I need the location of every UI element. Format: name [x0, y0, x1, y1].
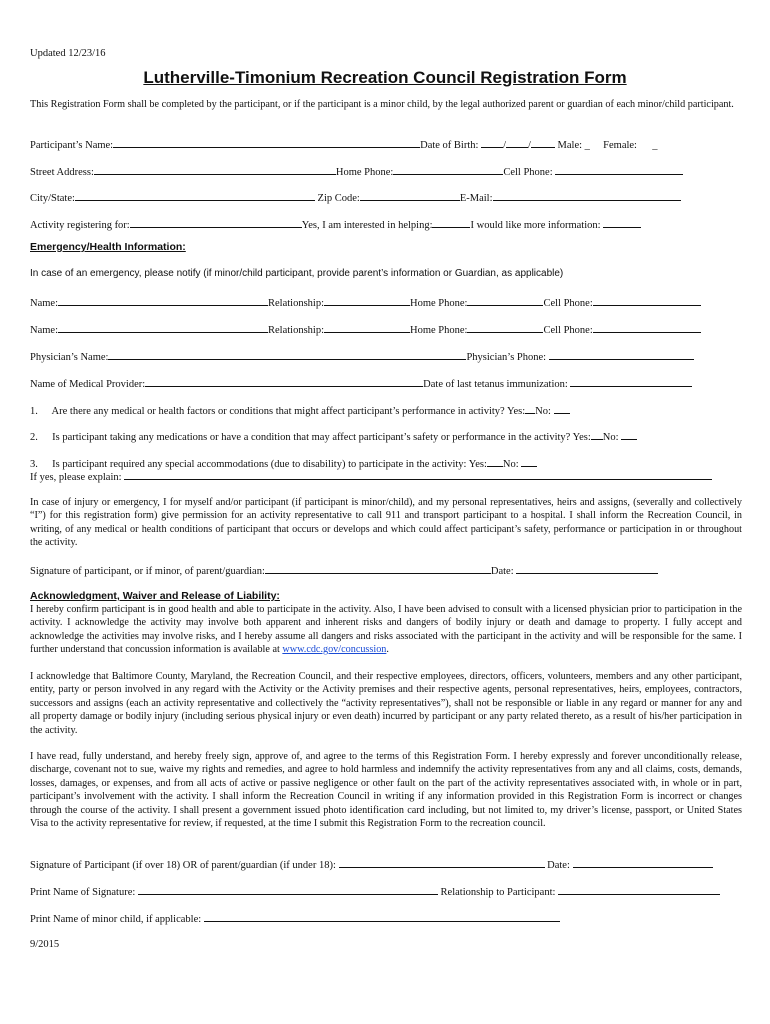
activity-field[interactable] [130, 217, 302, 228]
yes-label: Yes: [468, 459, 487, 470]
print-name-field[interactable] [138, 884, 438, 895]
emergency-cell-phone-field[interactable] [593, 295, 701, 306]
emergency-name-label: Name: [30, 325, 58, 336]
dob-day-field[interactable] [506, 137, 528, 148]
emergency-home-phone-label: Home Phone: [410, 325, 468, 336]
email-field[interactable] [493, 190, 681, 201]
dob-year-field[interactable] [531, 137, 555, 148]
waiver-paragraph-1-text: I hereby confirm participant is in good health and able to participate in the activity. Also, I have been advised to consult with a licensed physician prior to participation in the activity. I acknowledge the activity may involve both apparent and inherent risks and dangers of bodily injury or death and damage to property. I fully accept and acknowledge the activities may involve risks, and I hereby assume all dangers and risks associated with the participant in the activity and will be responsible for the same. I further understand that concussion information is available at [30, 604, 742, 656]
street-address-field[interactable] [94, 164, 336, 175]
waiver-paragraph-2: I acknowledge that Baltimore County, Maryland, the Recreation Council, and their respective employees, directors, officers, volunteers, members and any other participant, entity, party or person involved in any regard with the Activity or the Activity premises and their respective agents, personal representatives, heirs, employees, contractors, successors and assigns (each an activity representative and collectively the “activity representatives”), shall not be responsible or liable in any regard or manner for any and all property damage or bodily injury (including serious physical injury or even death) incurred by participant or any party related thereto, as a result of his/her participation in the activity. [30, 671, 742, 736]
relationship-label: Relationship: [268, 298, 324, 309]
explain-row [30, 469, 712, 484]
no-label: No: [502, 459, 519, 470]
zip-label: Zip Code: [317, 193, 360, 204]
relationship-to-participant-field[interactable] [558, 884, 720, 895]
intro-paragraph: This Registration Form shall be completed by the participant, or if the participant is a minor child, by the legal authorized parent or guardian of each minor/child participant. [30, 99, 734, 110]
cell-phone-label: Cell Phone: [503, 167, 553, 178]
street-address-label: Street Address: [30, 167, 94, 178]
home-phone-label: Home Phone: [335, 167, 394, 178]
more-info-label: I would like more information: [470, 220, 601, 231]
medical-provider-row [30, 376, 692, 391]
home-phone-field[interactable] [393, 164, 503, 175]
physician-phone-field[interactable] [549, 349, 694, 360]
dob-label: Date of Birth: [420, 140, 479, 151]
waiver-paragraph-1 [30, 603, 742, 657]
emergency-name-field[interactable] [58, 295, 268, 306]
cell-phone-field[interactable] [555, 164, 683, 175]
consent-paragraph: In case of injury or emergency, I for myself and/or participant (if participant is minor/child), and my personal representatives, heirs and assigns, (severally and collectively “I”) for this registration form) give permission for an activity representative to call 911 and transport participant to a hospital. I shall inform the Recreation Council, in writing, of any medical or health conditions of participant that occurs or develops and which could affect participant’s safety, performance or participation in or throughout the activity. [30, 497, 742, 549]
question-3-text: Is participant required any special accommodations (due to disability) to participate in the activity: [52, 459, 467, 470]
final-signature-field[interactable] [339, 857, 545, 868]
minor-name-row [30, 911, 560, 926]
consent-signature-field[interactable] [265, 563, 491, 574]
print-name-label: Print Name of Signature: [30, 887, 136, 898]
dob-separator: / [527, 140, 531, 151]
question-1-text: Are there any medical or health factors or conditions that might affect participant’s performance in activity? [51, 406, 505, 417]
print-name-row [30, 884, 720, 899]
relationship-field[interactable] [324, 322, 410, 333]
question-number: 3. [30, 459, 38, 470]
q1-yes-field[interactable] [525, 403, 535, 414]
tetanus-date-field[interactable] [570, 376, 692, 387]
participant-name-row [30, 137, 657, 152]
dob-separator: / [503, 140, 506, 151]
no-label: No: [602, 432, 619, 443]
explain-field[interactable] [124, 469, 712, 480]
female-label: Female: [603, 140, 637, 151]
explain-label: If yes, please explain: [30, 472, 122, 483]
medical-provider-label: Name of Medical Provider: [30, 379, 146, 390]
helping-label: Yes, I am interested in helping: [301, 220, 433, 231]
question-1 [30, 403, 570, 418]
yes-label: Yes: [506, 406, 526, 417]
emergency-name-label: Name: [30, 298, 58, 309]
concussion-link[interactable]: www.cdc.gov/concussion [282, 644, 387, 656]
consent-date-label: Date: [490, 566, 514, 577]
emergency-name-field[interactable] [58, 322, 268, 333]
tetanus-label: Date of last tetanus immunization: [423, 379, 568, 390]
q1-no-field[interactable] [554, 403, 570, 414]
relationship-field[interactable] [324, 295, 410, 306]
question-2-text: Is participant taking any medications or have a condition that may affect participant’s safety or performance in the activity? [52, 432, 571, 443]
emergency-cell-phone-field[interactable] [593, 322, 701, 333]
activity-label: Activity registering for: [30, 220, 130, 231]
question-number: 2. [30, 432, 38, 443]
more-info-field[interactable] [603, 217, 641, 228]
consent-date-field[interactable] [516, 563, 658, 574]
sentence-end: . [386, 644, 389, 656]
waiver-heading: Acknowledgment, Waiver and Release of Liability: [30, 590, 280, 602]
consent-signature-label: Signature of participant, or if minor, of parent/guardian: [30, 566, 265, 577]
final-date-field[interactable] [573, 857, 713, 868]
minor-name-label: Print Name of minor child, if applicable: [30, 914, 202, 925]
question-2 [30, 429, 637, 444]
emergency-home-phone-label: Home Phone: [410, 298, 468, 309]
updated-date: Updated 12/23/16 [30, 48, 106, 59]
city-state-label: City/State: [30, 193, 75, 204]
q2-yes-field[interactable] [591, 429, 603, 440]
participant-name-label: Participant’s Name: [30, 140, 114, 151]
male-label: Male: [557, 140, 583, 151]
female-checkbox[interactable]: _ [652, 140, 658, 151]
emergency-cell-phone-label: Cell Phone: [543, 325, 593, 336]
physician-name-label: Physician’s Name: [30, 352, 109, 363]
emergency-home-phone-field[interactable] [467, 295, 543, 306]
q2-no-field[interactable] [621, 429, 637, 440]
minor-name-field[interactable] [204, 911, 560, 922]
emergency-contact-row [30, 322, 701, 337]
city-row [30, 190, 681, 205]
participant-name-field[interactable] [113, 137, 420, 148]
email-label: E-Mail: [459, 193, 493, 204]
no-label: No: [535, 406, 551, 417]
consent-signature-row [30, 563, 658, 578]
relationship-label: Relationship: [268, 325, 324, 336]
emergency-home-phone-field[interactable] [467, 322, 543, 333]
waiver-paragraph-3: I have read, fully understand, and hereby freely sign, approve of, and agree to the terms of this Registration Form. I hereby expressly and forever unconditionally release, discharge, covenant not to sue, waive my rights and remedies, and agree to hold harmless and indemnify the activity representatives from any and all claims, costs, demands, losses, damages, or expenses, and from all acts of active or passive negligence or other fault on the part of the activity representatives associated with, in whole or in part, participant’s involvement with the activity. I shall inform the Recreation Council in writing if any information provided in this Registration Form is incorrect or changes through the course of the activity. I shall present a government issued photo identification card including, but not limited to, my driver’s license, passport, or United States Visa to the activity representative for review, if requested, at the time I submit this Registration Form to the recreation council. [30, 751, 742, 830]
helping-field[interactable] [432, 217, 470, 228]
yes-label: Yes: [572, 432, 591, 443]
relationship-to-participant-label: Relationship to Participant: [440, 887, 556, 898]
zip-field[interactable] [360, 190, 460, 201]
emergency-contact-row [30, 295, 701, 310]
final-signature-row [30, 857, 713, 872]
physician-name-field[interactable] [108, 349, 466, 360]
final-signature-label: Signature of Participant (if over 18) OR of parent/guardian (if under 18): [30, 860, 336, 871]
physician-row [30, 349, 694, 364]
city-state-field[interactable] [75, 190, 315, 201]
q3-no-field[interactable] [521, 456, 537, 467]
emergency-heading: Emergency/Health Information: [30, 241, 186, 253]
address-row [30, 164, 683, 179]
final-date-label: Date: [547, 860, 570, 871]
question-number: 1. [30, 406, 38, 417]
physician-phone-label: Physician’s Phone: [466, 352, 547, 363]
medical-provider-field[interactable] [145, 376, 423, 387]
emergency-cell-phone-label: Cell Phone: [543, 298, 593, 309]
activity-row [30, 217, 641, 232]
male-checkbox[interactable]: _ [584, 140, 590, 151]
dob-month-field[interactable] [481, 137, 503, 148]
footer-date: 9/2015 [30, 939, 60, 950]
emergency-instructions: In case of an emergency, please notify (if minor/child participant, provide parent’s information or Guardian, as applicable) [30, 268, 564, 279]
q3-yes-field[interactable] [487, 456, 503, 467]
page-title: Lutherville-Timonium Recreation Council Registration Form [143, 68, 627, 87]
